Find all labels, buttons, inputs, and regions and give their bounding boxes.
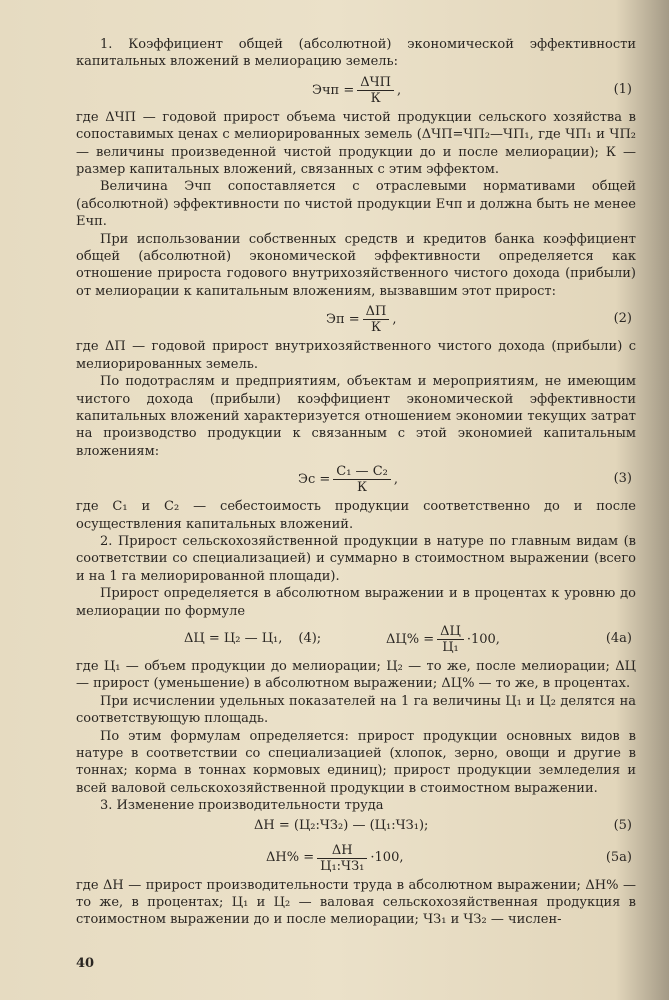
formula-3-numerator: С₁ — С₂	[333, 464, 391, 480]
formula-4a-lhs: ΔЦ% =	[386, 631, 435, 647]
paragraph-9: Прирост определяется в абсолютном выражении и в процентах к уровню до мелиорации по формуле	[76, 586, 636, 619]
formula-1-fraction	[357, 75, 394, 106]
paragraph-11: При исчислении удельных показателей на 1 га величины Ц₁ и Ц₂ делятся на соответствующую площадь.	[76, 693, 636, 727]
formula-5a-numerator: ΔН	[317, 843, 367, 859]
formula-2	[76, 300, 636, 338]
formula-5	[76, 815, 636, 839]
formula-1	[76, 71, 636, 109]
paragraph-5: где ΔП — годовой прирост внутрихозяйственного чистого дохода (прибыли) с мелиорированных земель.	[76, 339, 636, 372]
formula-5-expr: ΔН = (Ц₂:ЧЗ₂) — (Ц₁:ЧЗ₁);	[254, 817, 429, 833]
formula-4a-number: (4а)	[605, 630, 632, 646]
paragraph-12: По этим формулам определяется: прирост продукции основных видов в натуре в соответствии со специализацией (хлопок, зерно, овощи и другие в тоннах; корма в тоннах кормовых единиц); прирост продукции земледелия и всей валовой сельскохозяйственной продукции в стоимостном выражении.	[76, 728, 636, 796]
formula-2-numerator: ΔП	[363, 304, 390, 320]
paragraph-2: где ΔЧП — годовой прирост объема чистой продукции сельского хозяйства в сопоставимых ценах с мелиорированных земель (ΔЧП=ЧП₂—ЧП₁, где ЧП₁ и ЧП₂ — величины произведенной чистой продукции до и после мелиорации); К — размер капитальных вложений, связанных с этим эффектом.	[76, 109, 636, 178]
formula-1-lhs: Эчп =	[312, 82, 355, 98]
page-number: 40	[76, 956, 95, 971]
formula-2-number: (2)	[613, 311, 632, 327]
formula-3	[76, 460, 636, 498]
formula-3-tail: ,	[393, 471, 398, 487]
paragraph-4: При использовании собственных средств и кредитов банка коэффициент общей (абсолютной) экономической эффективности определяется как отношение прироста годового внутрихозяйственного чистого дохода (прибыли) от мелиорации к капитальным вложениям, вызвавшим этот прирост:	[76, 231, 636, 299]
paragraph-10: где Ц₁ — объем продукции до мелиорации; Ц₂ — то же, после мелиорации; ΔЦ — прирост (уменьшение) в абсолютном выражении; ΔЦ% — то же, в процентах.	[76, 658, 636, 692]
formula-5a-tail: ·100,	[370, 850, 404, 866]
formula-4a-fraction	[437, 624, 464, 655]
formula-1-number: (1)	[613, 81, 632, 97]
formula-4a-denominator: Ц₁	[442, 639, 459, 655]
formula-2-fraction	[363, 304, 390, 335]
formula-4-row	[76, 620, 636, 658]
page-content	[76, 36, 636, 929]
paragraph-1: 1. Коэффициент общей (абсолютной) экономической эффективности капитальных вложений в мелиорацию земель:	[76, 37, 636, 70]
formula-4-number: (4);	[298, 630, 322, 646]
formula-4: ΔЦ = Ц₂ — Ц₁,	[184, 630, 283, 646]
paragraph-13: 3. Изменение производительности труда	[100, 798, 384, 814]
formula-1-numerator: ΔЧП	[357, 75, 394, 91]
paragraph-3: Величина Эчп сопоставляется с отраслевыми нормативами общей (абсолютной) эффективности по чистой продукции Ечп и должна быть не менее Ечп.	[76, 179, 636, 230]
formula-2-lhs: Эп =	[326, 312, 360, 328]
paragraph-14: где ΔН — прирост производительности труда в абсолютном выражении; ΔН% — то же, в процентах; Ц₁ и Ц₂ — валовая сельскохозяйственная продукция в стоимостном выражении до и после мелиорации; ЧЗ₁ и ЧЗ₂ — числен-	[76, 877, 636, 928]
formula-5a-fraction	[317, 843, 367, 874]
paragraph-7: где С₁ и С₂ — себестоимость продукции соответственно до и после осуществления капитальных вложений.	[76, 499, 636, 532]
formula-1-tail: ,	[397, 82, 402, 98]
formula-5a-number: (5а)	[605, 849, 632, 865]
formula-3-denominator: К	[357, 480, 368, 496]
formula-5a-denominator: Ц₁:ЧЗ₁	[320, 858, 365, 874]
formula-1-denominator: К	[370, 90, 381, 106]
formula-5a-lhs: ΔН% =	[266, 850, 315, 866]
formula-2-tail: ,	[392, 312, 397, 328]
formula-4a-tail: ·100,	[466, 631, 500, 647]
formula-3-number: (3)	[613, 471, 632, 487]
formula-3-lhs: Эс =	[298, 471, 331, 487]
formula-5-number: (5)	[613, 817, 632, 833]
formula-3-fraction	[333, 464, 391, 495]
formula-2-denominator: К	[370, 320, 382, 336]
paragraph-6: По подотраслям и предприятиям, объектам и мероприятиям, не имеющим чистого дохода (прибыли) коэффициент экономической эффективности капитальных вложений характеризуется отношением экономии текущих затрат на производство продукции к связанным с этой экономией капитальным вложениям:	[76, 374, 636, 459]
paragraph-8: 2. Прирост сельскохозяйственной продукции в натуре по главным видам (в соответствии со специализацией) и суммарно в стоимостном выражении (всего и на 1 га мелиорированной площади).	[76, 533, 636, 584]
formula-4a-numerator: ΔЦ	[437, 624, 464, 640]
formula-5a	[76, 839, 636, 877]
